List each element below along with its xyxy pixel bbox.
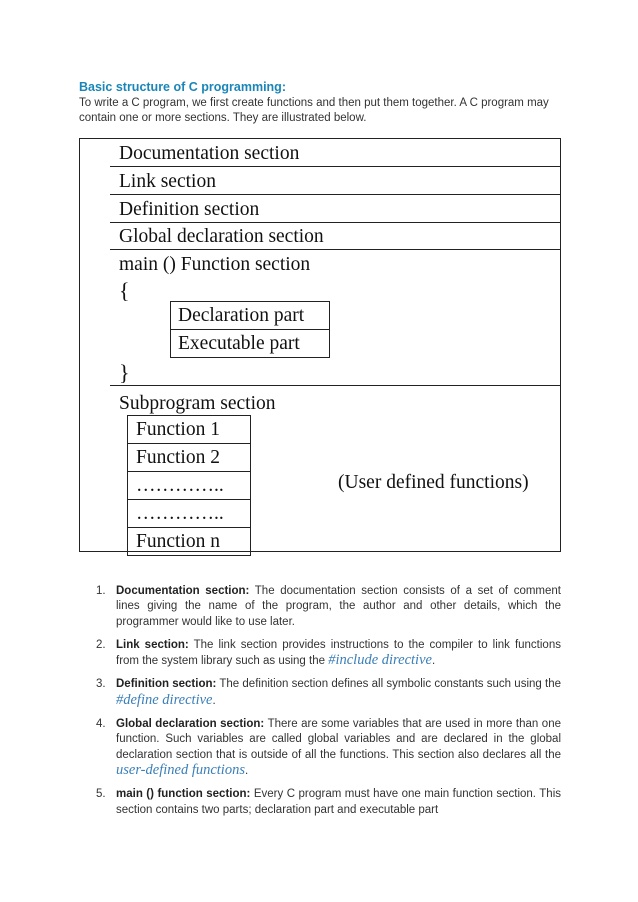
list-item — [79, 677, 561, 709]
list-text: The link section provides instructions to the compiler to link functions from the system library such as using the — [116, 638, 561, 668]
list-number: 3. — [96, 678, 106, 691]
list-term: Global declaration section: — [116, 718, 265, 731]
main-parts-box — [170, 301, 330, 358]
list-item — [79, 638, 561, 670]
function-n: Function n — [128, 528, 250, 556]
open-brace: { — [119, 278, 130, 303]
list-text: There are some variables that are used in more than one function. Such variables are called global variables and are declared in the global declaration section that is outside of all the functions. This section also declares all the — [116, 718, 561, 761]
function-ellipsis-1: ………….. — [128, 472, 250, 500]
main-function-section-row: main () Function section — [119, 254, 311, 275]
function-1: Function 1 — [128, 416, 250, 444]
list-number: 4. — [96, 718, 106, 731]
list-number: 5. — [96, 788, 106, 801]
list-item — [79, 787, 561, 818]
list-end: . — [244, 764, 249, 777]
list-text: Every C program must have one main function section. This section contains two parts; declaration part and executable part — [116, 788, 561, 816]
section-heading: Basic structure of C programming: — [79, 80, 286, 94]
link-section-row: Link section — [110, 168, 560, 195]
declaration-part: Declaration part — [178, 305, 305, 326]
list-end: . — [431, 655, 436, 668]
executable-part: Executable part — [171, 329, 329, 357]
list-item — [79, 584, 561, 630]
subprogram-section-row: Subprogram section — [119, 393, 276, 414]
list-text: The definition section defines all symbolic constants such using the — [216, 678, 561, 691]
documentation-section-row: Documentation section — [110, 140, 560, 167]
user-defined-functions-label: (User defined functions) — [338, 472, 529, 493]
definition-section-row: Definition section — [110, 196, 560, 223]
functions-box — [127, 415, 251, 556]
list-item — [79, 717, 561, 779]
function-2: Function 2 — [128, 444, 250, 472]
include-directive-highlight: #include directive — [328, 652, 432, 669]
sections-explanation-list — [79, 584, 561, 826]
function-ellipsis-2: ………….. — [128, 500, 250, 528]
close-brace: } — [119, 360, 130, 385]
list-term: main () function section: — [116, 788, 251, 801]
c-structure-diagram — [79, 138, 561, 552]
user-defined-functions-highlight: user-defined functions — [116, 761, 245, 778]
close-brace-row — [110, 359, 560, 386]
list-term: Link section: — [116, 638, 189, 651]
list-term: Definition section: — [116, 678, 217, 691]
define-directive-highlight: #define directive — [116, 691, 213, 708]
list-number: 1. — [96, 585, 106, 597]
list-number: 2. — [96, 638, 106, 651]
list-term: Documentation section: — [116, 585, 250, 597]
list-end: . — [212, 694, 216, 707]
intro-paragraph: To write a C program, we first create functions and then put them together. A C program may contain one or more sections. They are illustrated below. — [79, 97, 549, 124]
list-text: The documentation section consists of a set of comment lines giving the name of the program, the author and other details, which the programmer would like to use later. — [116, 585, 561, 628]
global-declaration-section-row: Global declaration section — [110, 223, 560, 250]
